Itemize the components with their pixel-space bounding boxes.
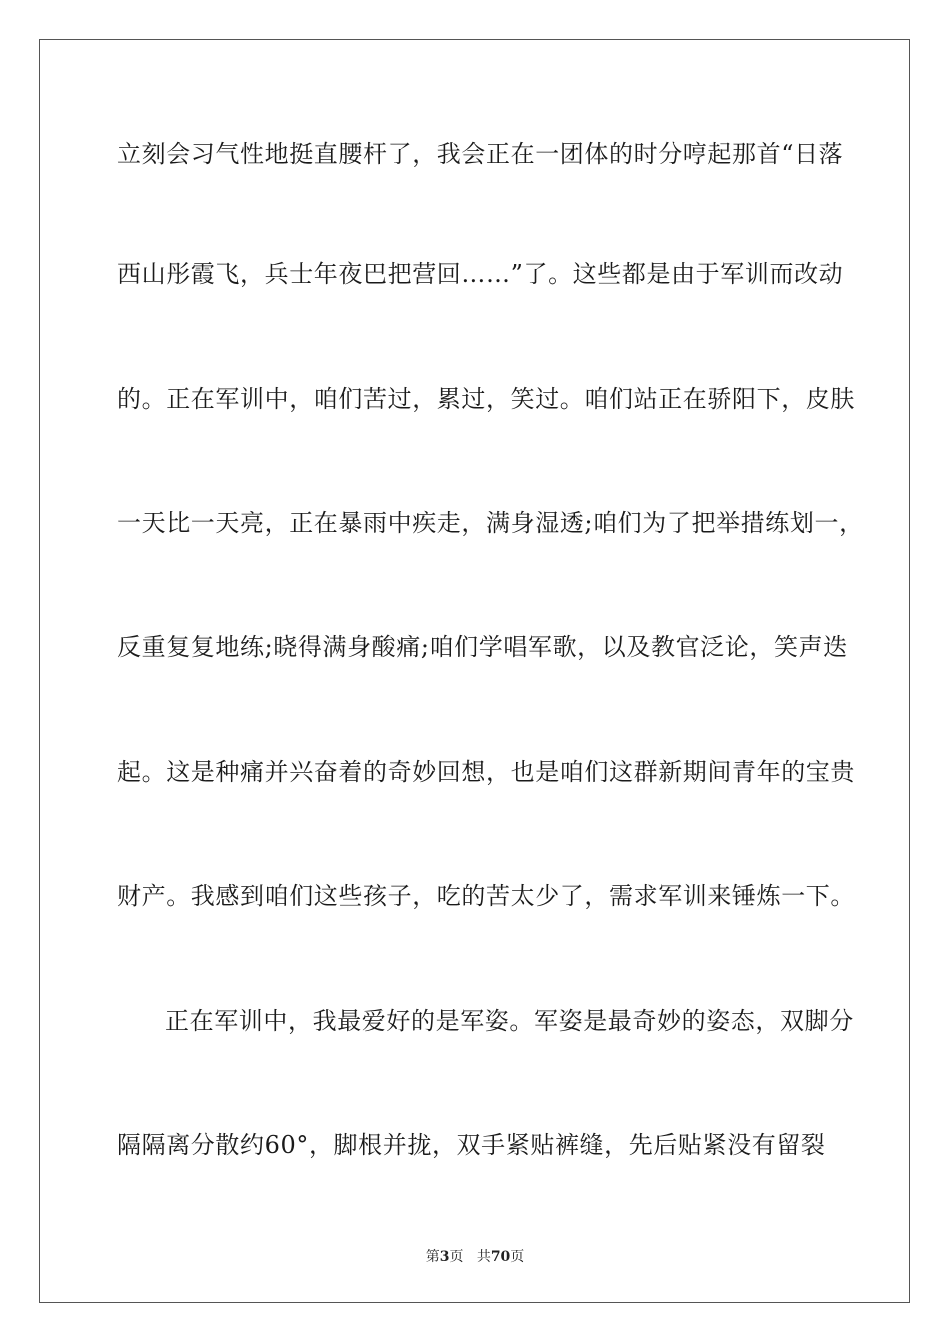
page-prefix: 第 bbox=[425, 1249, 440, 1265]
text-line: 西山彤霞飞，兵士年夜巴把营回……”了。这些都是由于军训而改动 bbox=[117, 260, 844, 288]
page-number: 3 bbox=[439, 1249, 450, 1265]
page-footer bbox=[0, 1248, 950, 1266]
text-line: 反重复复地练;晓得满身酸痛;咱们学唱军歌，以及教官泛论，笑声迭 bbox=[117, 633, 848, 661]
text-line: 一天比一天亮，正在暴雨中疾走，满身湿透;咱们为了把举措练划一， bbox=[117, 509, 864, 537]
text-line: 起。这是种痛并兴奋着的奇妙回想，也是咱们这群新期间青年的宝贵 bbox=[117, 758, 855, 786]
text-line: 隔隔离分散约60°，脚根并拢，双手紧贴裤缝，先后贴紧没有留裂 bbox=[117, 1131, 826, 1159]
page-suffix: 页 bbox=[449, 1249, 464, 1265]
text-line: 立刻会习气性地挺直腰杆了，我会正在一团体的时分哼起那首“日落 bbox=[117, 140, 844, 168]
total-suffix: 页 bbox=[510, 1249, 525, 1265]
text-line: 的。正在军训中，咱们苦过，累过，笑过。咱们站正在骄阳下，皮肤 bbox=[117, 385, 855, 413]
paragraph-first-line: 正在军训中，我最爱好的是军姿。军姿是最奇妙的姿态，双脚分 bbox=[165, 1007, 854, 1035]
total-prefix: 共 bbox=[476, 1249, 491, 1265]
text-line: 财产。我感到咱们这些孩子，吃的苦太少了，需求军训来锤炼一下。 bbox=[117, 882, 855, 910]
page-border bbox=[39, 39, 910, 1303]
total-pages: 70 bbox=[490, 1249, 511, 1265]
